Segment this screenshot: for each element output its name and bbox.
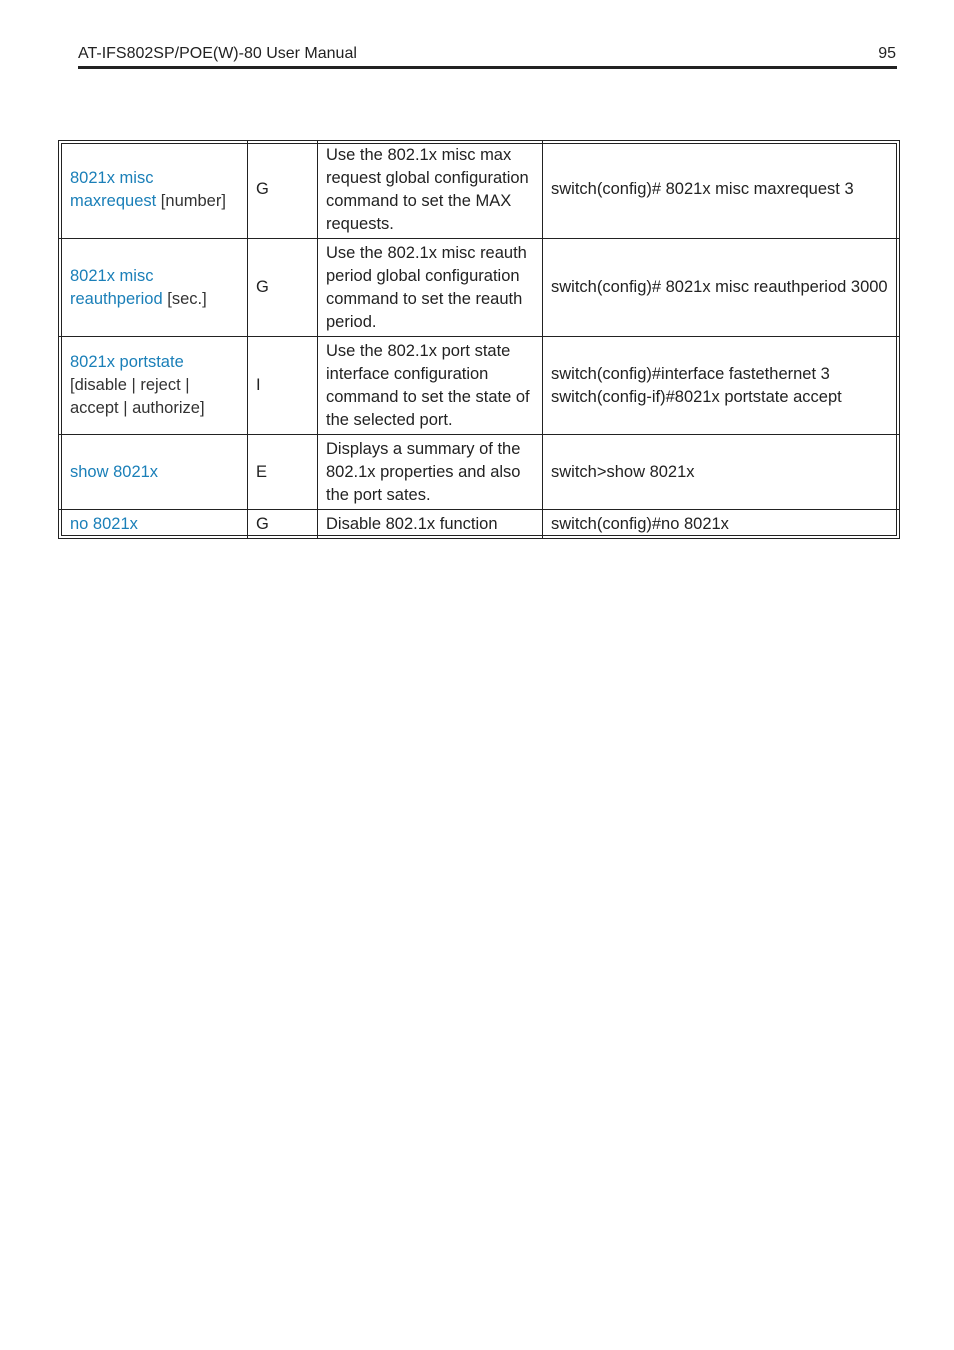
command-name: no 8021x <box>70 514 138 533</box>
description-cell: Use the 802.1x port state interface configuration command to set the state of the selected port. <box>318 337 543 435</box>
description-cell: Displays a summary of the 802.1x properties and also the port sates. <box>318 435 543 510</box>
command-name: 8021x portstate <box>70 353 184 371</box>
page-header <box>78 44 896 66</box>
manual-title: AT-IFS802SP/POE(W)-80 User Manual <box>78 45 357 62</box>
example-cell: switch(config)# 8021x misc reauthperiod 3000 <box>543 239 899 337</box>
command-cell <box>59 435 248 510</box>
command-name: 8021x misc reauthperiod <box>70 266 163 308</box>
mode-cell: E <box>248 435 318 510</box>
description-cell: Use the 802.1x misc reauth period global configuration command to set the reauth period. <box>318 239 543 337</box>
command-cell <box>59 239 248 337</box>
table-row <box>59 510 899 538</box>
description-cell: Disable 802.1x function <box>318 510 543 538</box>
mode-cell: G <box>248 510 318 538</box>
table-row <box>59 141 899 239</box>
mode-cell: I <box>248 337 318 435</box>
command-cell <box>59 337 248 435</box>
command-cell <box>59 510 248 538</box>
example-cell: switch>show 8021x <box>543 435 899 510</box>
command-args: [disable | reject | accept | authorize] <box>70 376 205 417</box>
mode-cell: G <box>248 239 318 337</box>
command-table-container <box>58 140 900 539</box>
description-cell: Use the 802.1x misc max request global configuration command to set the MAX requests. <box>318 141 543 239</box>
example-cell: switch(config)# 8021x misc maxrequest 3 <box>543 141 899 239</box>
command-args: [sec.] <box>162 289 207 308</box>
table-row <box>59 435 899 510</box>
command-name: show 8021x <box>70 462 159 481</box>
header-divider <box>78 66 897 69</box>
command-cell <box>59 141 248 239</box>
table-row <box>59 337 899 435</box>
example-cell: switch(config)#no 8021x <box>551 514 729 533</box>
example-cell: switch(config)#interface fastethernet 3 switch(config-if)#8021x portstate accept <box>543 337 899 435</box>
page-number: 95 <box>878 45 896 62</box>
command-table <box>58 140 900 539</box>
command-args: [number] <box>156 191 226 210</box>
command-name: 8021x misc maxrequest <box>70 168 157 210</box>
mode-cell: G <box>248 141 318 239</box>
table-row <box>59 239 899 337</box>
